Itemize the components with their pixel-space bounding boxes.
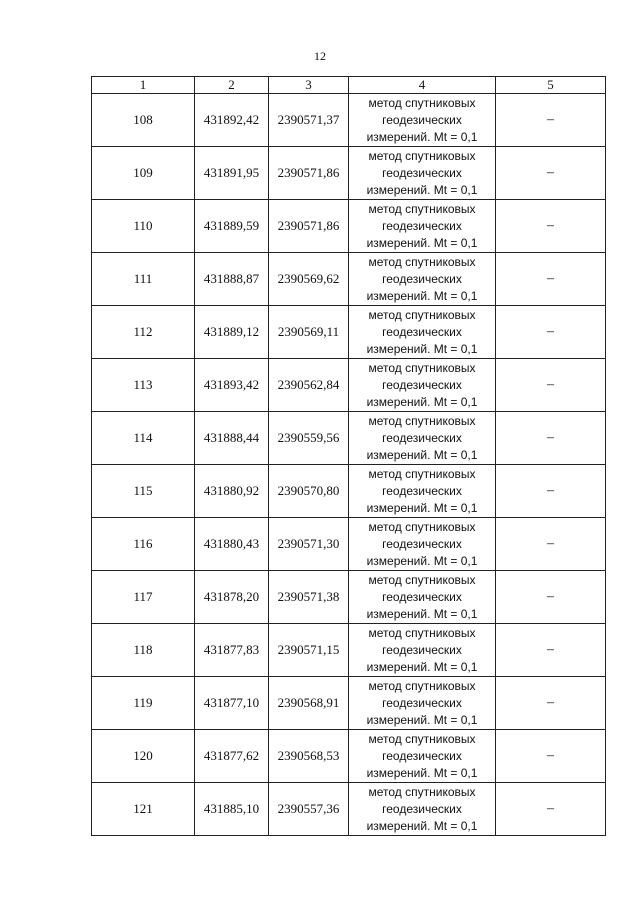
coordinates-table [91,76,606,836]
method-line: геодезических [382,430,462,445]
method-line: измерений. Mt = 0,1 [366,341,478,356]
table-row [92,783,606,836]
method-line: геодезических [382,218,462,233]
method-line: измерений. Mt = 0,1 [366,606,478,621]
method-line: измерений. Mt = 0,1 [366,500,478,515]
y-coordinate-cell: 2390571,38 [269,571,349,624]
point-number-cell: 111 [92,253,195,306]
table-row [92,147,606,200]
method-line: геодезических [382,801,462,816]
table-row [92,677,606,730]
method-cell [349,465,496,518]
point-number-cell: 117 [92,571,195,624]
method-line: измерений. Mt = 0,1 [366,765,478,780]
method-line: измерений. Mt = 0,1 [366,447,478,462]
method-line: метод спутниковых [368,95,476,110]
point-number-cell: 121 [92,783,195,836]
point-number-cell: 112 [92,306,195,359]
method-line: геодезических [382,271,462,286]
x-coordinate-cell: 431892,42 [195,94,269,147]
y-coordinate-cell: 2390571,86 [269,200,349,253]
table-row [92,518,606,571]
x-coordinate-cell: 431880,92 [195,465,269,518]
table-header-row [92,77,606,94]
table-row [92,253,606,306]
method-line: геодезических [382,324,462,339]
method-cell [349,518,496,571]
note-cell: – [496,730,606,783]
method-line: метод спутниковых [368,572,476,587]
method-line: метод спутниковых [368,784,476,799]
method-cell [349,730,496,783]
method-line: геодезических [382,165,462,180]
point-number-cell: 118 [92,624,195,677]
y-coordinate-cell: 2390557,36 [269,783,349,836]
x-coordinate-cell: 431880,43 [195,518,269,571]
method-line: геодезических [382,483,462,498]
table-row [92,200,606,253]
y-coordinate-cell: 2390571,86 [269,147,349,200]
x-coordinate-cell: 431877,10 [195,677,269,730]
method-line: измерений. Mt = 0,1 [366,182,478,197]
note-cell: – [496,253,606,306]
method-line: метод спутниковых [368,413,476,428]
table-row [92,359,606,412]
method-line: измерений. Mt = 0,1 [366,235,478,250]
note-cell: – [496,94,606,147]
table-row [92,624,606,677]
point-number-cell: 119 [92,677,195,730]
method-line: метод спутниковых [368,466,476,481]
table-row [92,465,606,518]
column-header-4: 4 [349,77,496,94]
note-cell: – [496,677,606,730]
x-coordinate-cell: 431877,83 [195,624,269,677]
y-coordinate-cell: 2390570,80 [269,465,349,518]
method-line: измерений. Mt = 0,1 [366,394,478,409]
table-row [92,730,606,783]
method-line: измерений. Mt = 0,1 [366,553,478,568]
table-row [92,306,606,359]
note-cell: – [496,306,606,359]
method-cell [349,306,496,359]
method-line: метод спутниковых [368,254,476,269]
point-number-cell: 110 [92,200,195,253]
method-line: геодезических [382,536,462,551]
method-cell [349,94,496,147]
method-line: метод спутниковых [368,625,476,640]
x-coordinate-cell: 431888,87 [195,253,269,306]
x-coordinate-cell: 431889,59 [195,200,269,253]
table-body [92,94,606,836]
point-number-cell: 120 [92,730,195,783]
y-coordinate-cell: 2390571,37 [269,94,349,147]
note-cell: – [496,624,606,677]
method-cell [349,624,496,677]
point-number-cell: 114 [92,412,195,465]
point-number-cell: 116 [92,518,195,571]
method-line: измерений. Mt = 0,1 [366,129,478,144]
x-coordinate-cell: 431893,42 [195,359,269,412]
method-cell [349,147,496,200]
method-line: измерений. Mt = 0,1 [366,818,478,833]
y-coordinate-cell: 2390571,30 [269,518,349,571]
method-line: метод спутниковых [368,678,476,693]
method-line: геодезических [382,589,462,604]
method-line: метод спутниковых [368,201,476,216]
y-coordinate-cell: 2390569,11 [269,306,349,359]
y-coordinate-cell: 2390559,56 [269,412,349,465]
method-cell [349,412,496,465]
point-number-cell: 113 [92,359,195,412]
method-line: метод спутниковых [368,307,476,322]
page-number: 12 [314,49,326,63]
method-cell [349,677,496,730]
method-line: метод спутниковых [368,519,476,534]
note-cell: – [496,147,606,200]
x-coordinate-cell: 431889,12 [195,306,269,359]
method-line: геодезических [382,112,462,127]
y-coordinate-cell: 2390568,53 [269,730,349,783]
note-cell: – [496,518,606,571]
x-coordinate-cell: 431888,44 [195,412,269,465]
y-coordinate-cell: 2390571,15 [269,624,349,677]
method-cell [349,571,496,624]
table-row [92,412,606,465]
x-coordinate-cell: 431885,10 [195,783,269,836]
method-line: метод спутниковых [368,731,476,746]
method-line: геодезических [382,377,462,392]
table-row [92,571,606,624]
note-cell: – [496,200,606,253]
method-line: метод спутниковых [368,360,476,375]
point-number-cell: 109 [92,147,195,200]
method-cell [349,783,496,836]
column-header-2: 2 [195,77,269,94]
method-line: геодезических [382,748,462,763]
note-cell: – [496,783,606,836]
note-cell: – [496,571,606,624]
x-coordinate-cell: 431891,95 [195,147,269,200]
method-line: геодезических [382,642,462,657]
x-coordinate-cell: 431878,20 [195,571,269,624]
method-cell [349,253,496,306]
y-coordinate-cell: 2390568,91 [269,677,349,730]
method-line: измерений. Mt = 0,1 [366,712,478,727]
y-coordinate-cell: 2390569,62 [269,253,349,306]
note-cell: – [496,359,606,412]
note-cell: – [496,412,606,465]
column-header-5: 5 [496,77,606,94]
point-number-cell: 115 [92,465,195,518]
method-line: измерений. Mt = 0,1 [366,659,478,674]
method-line: измерений. Mt = 0,1 [366,288,478,303]
x-coordinate-cell: 431877,62 [195,730,269,783]
column-header-3: 3 [269,77,349,94]
note-cell: – [496,465,606,518]
column-header-1: 1 [92,77,195,94]
y-coordinate-cell: 2390562,84 [269,359,349,412]
method-cell [349,359,496,412]
method-line: геодезических [382,695,462,710]
table-row [92,94,606,147]
method-cell [349,200,496,253]
method-line: метод спутниковых [368,148,476,163]
point-number-cell: 108 [92,94,195,147]
